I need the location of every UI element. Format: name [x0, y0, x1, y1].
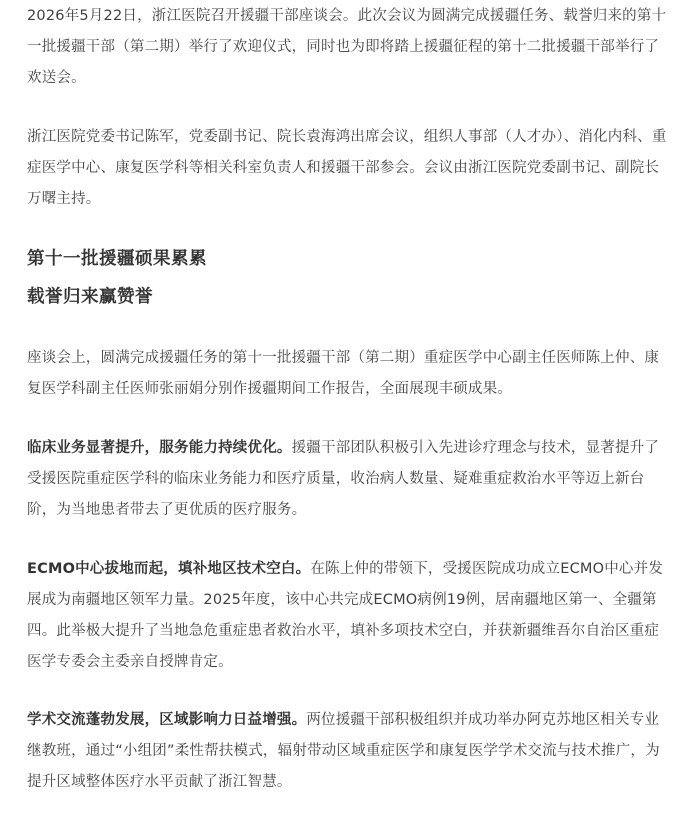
paragraph-clinical-lead: 临床业务显著提升，服务能力持续优化。: [27, 440, 292, 456]
paragraph-attendees: 浙江医院党委书记陈军，党委副书记、院长袁海鸿出席会议，组织人事部（人才办）、消化内科、重症医学中心、康复医学科等相关科室负责人和援疆干部参会。会议由浙江医院党委副书记、副院长万曙主持。: [27, 129, 667, 207]
paragraph-clinical-text: 援疆干部团队积极引入先进诊疗理念与技术，显著提升了受援医院重症医学科的临床业务能力和医疗质量，收治病人数量、疑难重症救治水平等迈上新台阶，为当地患者带去了更优质的医疗服务。: [27, 440, 660, 518]
paragraph-academic: [27, 705, 672, 798]
paragraph-report: 座谈会上，圆满完成援疆任务的第十一批援疆干部（第二期）重症医学中心副主任医师陈上仲、康复医学科副主任医师张丽娟分别作援疆期间工作报告，全面展现丰硕成果。: [27, 350, 660, 397]
paragraph-clinical: [27, 433, 672, 526]
paragraph-ecmo-lead: ECMO中心拔地而起，填补地区技术空白。: [27, 561, 311, 577]
paragraph-academic-text: 两位援疆干部积极组织并成功举办阿克苏地区相关专业继教班，通过“小组团”柔性帮扶模式，辐射带动区域重症医学和康复医学学术交流与技术推广，为提升区域整体医疗水平贡献了浙江智慧。: [27, 712, 660, 790]
section-heading-line1: 第十一批援疆硕果累累: [27, 249, 207, 269]
paragraph-ecmo: [27, 554, 672, 678]
paragraph-academic-lead: 学术交流蓬勃发展，区域影响力日益增强。: [27, 712, 307, 728]
paragraph-intro: 2026年5月22日，浙江医院召开援疆干部座谈会。此次会议为圆满完成援疆任务、载誉归来的第十一批援疆干部（第二期）举行了欢迎仪式，同时也为即将踏上援疆征程的第十二批援疆干部举行了欢送会。: [27, 8, 667, 86]
paragraph-ecmo-text: 在陈上仲的带领下，受援医院成功成立ECMO中心并发展成为南疆地区领军力量。2025年度，该中心共完成ECMO病例19例，居南疆地区第一、全疆第四。此举极大提升了当地急危重症患者救治水平，填补多项技术空白，并获新疆维吾尔自治区重症医学专委会主委亲自授牌肯定。: [27, 561, 664, 670]
section-heading-line2: 载誉归来赢赞誉: [27, 287, 153, 307]
